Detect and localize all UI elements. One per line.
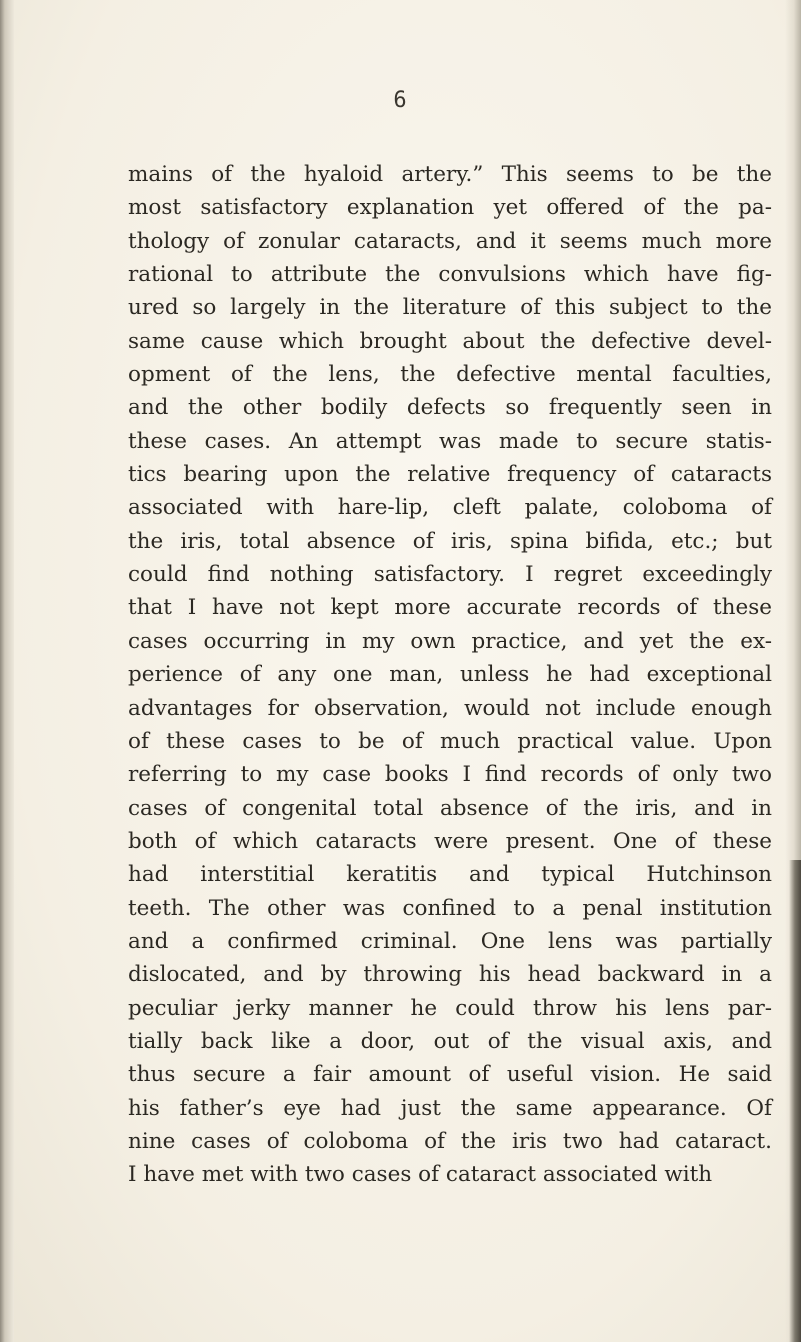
body-text [128, 158, 772, 1192]
text-line: dislocated, and by throwing his head backward in a [128, 962, 772, 988]
text-line: rational to attribute the convulsions which have fig- [128, 262, 772, 288]
text-line: cases of congenital total absence of the iris, and in [128, 795, 772, 821]
text-line: ured so largely in the literature of this subject to the [128, 295, 772, 321]
text-line: of these cases to be of much practical value. Upon [128, 728, 772, 754]
text-line: could find nothing satisfactory. I regret exceedingly [128, 562, 772, 588]
text-line: I have met with two cases of cataract associated with [128, 1162, 713, 1188]
text-line: tially back like a door, out of the visual axis, and [128, 1028, 772, 1054]
text-line: that I have not kept more accurate records of these [128, 595, 772, 621]
page-number: 6 [393, 88, 408, 113]
text-line: thus secure a fair amount of useful vision. He said [128, 1062, 772, 1088]
text-line: referring to my case books I find records of only two [128, 762, 772, 788]
page-left-edge [0, 0, 14, 1342]
text-line: peculiar jerky manner he could throw his lens par- [128, 995, 772, 1021]
text-line: teeth. The other was confined to a penal institution [128, 895, 772, 921]
text-line: had interstitial keratitis and typical Hutchinson [128, 862, 772, 888]
text-line: the iris, total absence of iris, spina bifida, etc.; but [128, 528, 772, 554]
text-line: opment of the lens, the defective mental faculties, [128, 362, 772, 388]
text-line: these cases. An attempt was made to secure statis- [128, 428, 772, 454]
text-line: thology of zonular cataracts, and it seems much more [128, 228, 772, 254]
text-line: advantages for observation, would not include enough [128, 695, 772, 721]
text-line: and the other bodily defects so frequently seen in [128, 395, 772, 421]
text-line: his father’s eye had just the same appearance. Of [128, 1095, 772, 1121]
text-line: associated with hare-lip, cleft palate, coloboma of [128, 495, 772, 521]
text-line: same cause which brought about the defective devel- [128, 328, 772, 354]
text-line: cases occurring in my own practice, and yet the ex- [128, 628, 772, 654]
text-line: both of which cataracts were present. One of these [128, 828, 772, 854]
text-line: mains of the hyaloid artery.” This seems to be the [128, 162, 772, 187]
page-binding-shadow [789, 860, 801, 1342]
text-line: nine cases of coloboma of the iris two had cataract. [128, 1128, 772, 1154]
text-line: tics bearing upon the relative frequency of cataracts [128, 462, 772, 488]
text-line: and a confirmed criminal. One lens was partially [128, 928, 772, 954]
text-line: perience of any one man, unless he had exceptional [128, 662, 772, 688]
text-line: most satisfactory explanation yet offered of the pa- [128, 195, 772, 221]
